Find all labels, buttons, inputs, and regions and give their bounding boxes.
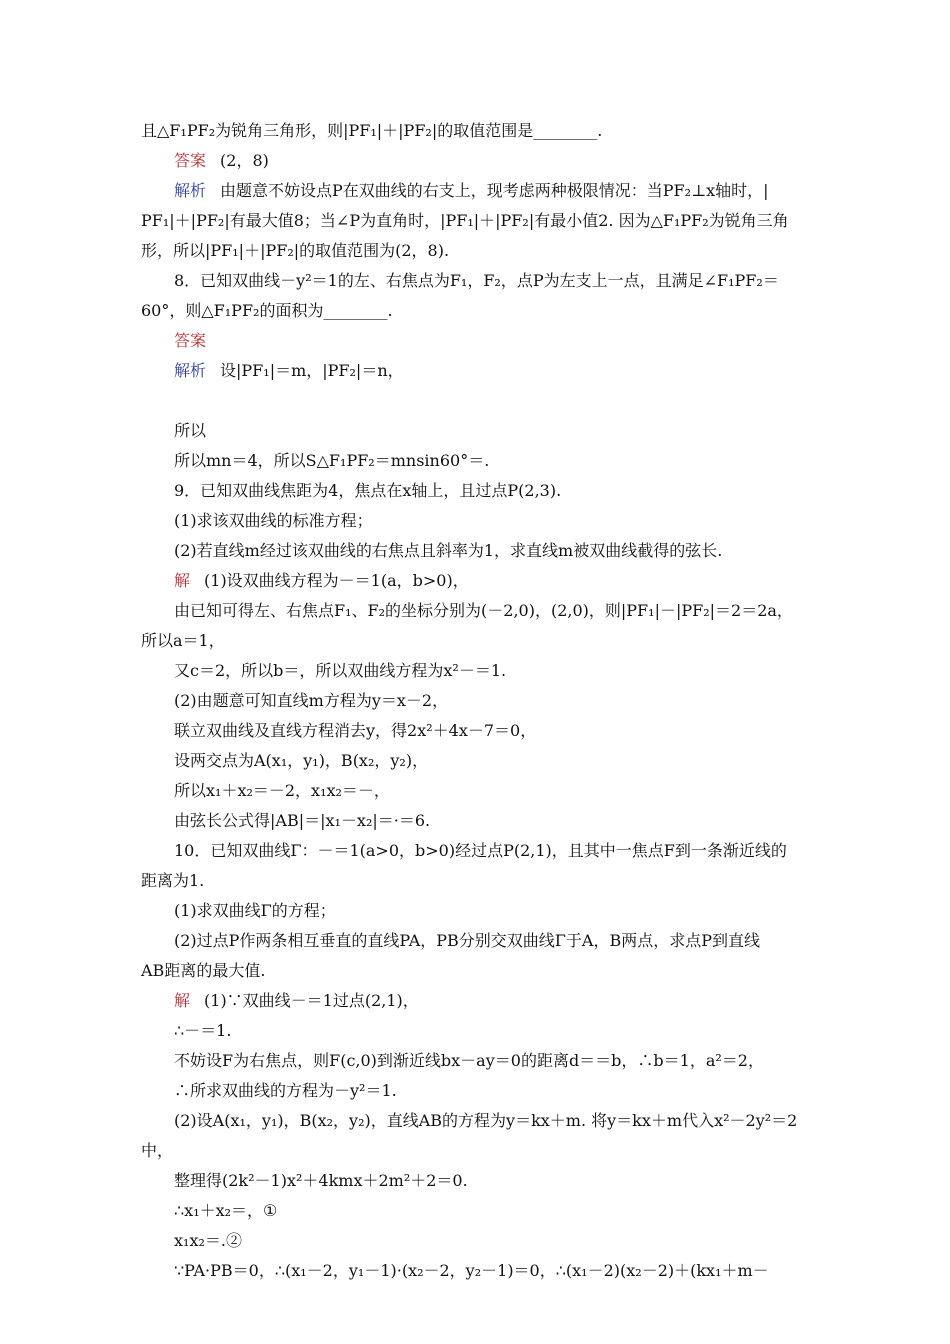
line-text: (1)∵双曲线－＝1过点(2,1)， bbox=[204, 991, 419, 1010]
section-label: 答案 bbox=[174, 331, 207, 350]
text-line bbox=[174, 691, 854, 711]
text-line bbox=[174, 751, 854, 771]
line-text: (2)设A(x₁，y₁)，B(x₂，y₂)，直线AB的方程为y＝kx＋m. 将y＝kx＋m代入x²－2y²＝2 bbox=[174, 1111, 798, 1130]
line-text: (2)若直线m经过该双曲线的右焦点且斜率为1，求直线m被双曲线截得的弦长. bbox=[174, 541, 723, 560]
line-text: 10．已知双曲线Γ：－＝1(a>0，b>0)经过点P(2,1)，且其中一焦点F到一条渐近线的 bbox=[174, 841, 787, 860]
text-line bbox=[174, 1111, 854, 1131]
text-line bbox=[174, 481, 854, 501]
line-text: x₁x₂＝.② bbox=[174, 1231, 242, 1250]
text-line bbox=[174, 1051, 854, 1071]
text-line bbox=[174, 571, 854, 591]
text-line bbox=[174, 901, 854, 921]
line-text: 中， bbox=[141, 1141, 174, 1160]
text-line bbox=[141, 871, 821, 891]
line-text: 不妨设F为右焦点，则F(c,0)到渐近线bx－ay＝0的距离d＝＝b，∴b＝1，a²＝2， bbox=[174, 1051, 764, 1070]
line-text: ∴－＝1. bbox=[174, 1021, 232, 1040]
line-text: (1)求该双曲线的标准方程； bbox=[174, 511, 373, 530]
text-line bbox=[141, 1141, 821, 1161]
text-line bbox=[141, 961, 821, 981]
text-line bbox=[141, 241, 821, 261]
text-line bbox=[174, 541, 854, 561]
text-line bbox=[141, 301, 821, 321]
text-line bbox=[174, 151, 854, 171]
text-line bbox=[174, 1231, 854, 1251]
text-line bbox=[174, 511, 854, 531]
text-line bbox=[174, 1171, 854, 1191]
line-text: (2)由题意可知直线m方程为y＝x－2， bbox=[174, 691, 449, 710]
line-text: 9．已知双曲线焦距为4，焦点在x轴上，且过点P(2,3). bbox=[174, 481, 562, 500]
line-text: 由已知可得左、右焦点F₁、F₂的坐标分别为(－2,0)，(2,0)，则|PF₁|－|PF₂|＝2＝2a， bbox=[174, 601, 793, 620]
text-line bbox=[174, 601, 854, 621]
text-line bbox=[174, 931, 854, 951]
text-line bbox=[174, 811, 854, 831]
section-label: 答案 bbox=[174, 151, 207, 170]
line-text: 8．已知双曲线－y²＝1的左、右焦点为F₁，F₂，点P为左支上一点，且满足∠F₁PF₂＝ bbox=[174, 271, 779, 290]
line-text: ∵PA·PB＝0，∴(x₁－2，y₁－1)·(x₂－2，y₂－1)＝0，∴(x₁－2)(x₂－2)＋(kx₁＋m－ bbox=[174, 1261, 769, 1280]
text-line bbox=[174, 1021, 854, 1041]
line-text: 又c＝2，所以b＝，所以双曲线方程为x²－＝1. bbox=[174, 661, 507, 680]
line-text: 由弦长公式得|AB|＝|x₁－x₂|＝·＝6. bbox=[174, 811, 431, 830]
line-text: PF₁|＋|PF₂|有最大值8；当∠P为直角时，|PF₁|＋|PF₂|有最小值2. 因为△F₁PF₂为锐角三角 bbox=[141, 211, 789, 230]
text-line bbox=[174, 181, 854, 201]
line-text: 设|PF₁|＝m，|PF₂|＝n， bbox=[220, 361, 404, 380]
text-line bbox=[174, 271, 854, 291]
line-text: 所以a＝1， bbox=[141, 631, 225, 650]
line-text: AB距离的最大值. bbox=[141, 961, 266, 980]
text-line bbox=[141, 631, 821, 651]
text-line bbox=[174, 991, 854, 1011]
text-line bbox=[174, 421, 854, 441]
line-text: 且△F₁PF₂为锐角三角形，则|PF₁|＋|PF₂|的取值范围是________. bbox=[141, 121, 603, 140]
line-text: (1)设双曲线方程为－＝1(a，b>0)， bbox=[204, 571, 469, 590]
text-line bbox=[174, 721, 854, 741]
line-text: 联立双曲线及直线方程消去y，得2x²＋4x－7＝0， bbox=[174, 721, 537, 740]
line-text: 设两交点为A(x₁，y₁)，B(x₂，y₂)， bbox=[174, 751, 429, 770]
line-text: 60°，则△F₁PF₂的面积为________. bbox=[141, 301, 393, 320]
text-line bbox=[174, 661, 854, 681]
line-text: ∴所求双曲线的方程为－y²＝1. bbox=[174, 1081, 397, 1100]
line-text: 整理得(2k²－1)x²＋4kmx＋2m²＋2＝0. bbox=[174, 1171, 468, 1190]
section-label: 解析 bbox=[174, 181, 207, 200]
text-line bbox=[141, 121, 821, 141]
line-text: 所以mn＝4，所以S△F₁PF₂＝mnsin60°＝. bbox=[174, 451, 490, 470]
line-text: ∴x₁＋x₂＝，① bbox=[174, 1201, 278, 1220]
line-text: (1)求双曲线Γ的方程； bbox=[174, 901, 336, 920]
text-line bbox=[174, 331, 854, 351]
text-line bbox=[174, 841, 854, 861]
line-text: 所以x₁＋x₂＝－2，x₁x₂＝－， bbox=[174, 781, 390, 800]
text-line bbox=[174, 1081, 854, 1101]
line-text: 由题意不妨设点P在双曲线的右支上，现考虑两种极限情况：当PF₂⊥x轴时，| bbox=[220, 181, 769, 200]
section-label: 解析 bbox=[174, 361, 207, 380]
line-text: (2，8) bbox=[220, 151, 269, 170]
section-label: 解 bbox=[174, 991, 191, 1010]
text-line bbox=[174, 1201, 854, 1221]
text-line bbox=[141, 211, 821, 231]
section-label: 解 bbox=[174, 571, 191, 590]
text-line bbox=[174, 361, 854, 381]
text-line bbox=[174, 1261, 854, 1281]
line-text: 所以 bbox=[174, 421, 207, 440]
text-line bbox=[174, 781, 854, 801]
line-text: 形，所以|PF₁|＋|PF₂|的取值范围为(2，8). bbox=[141, 241, 450, 260]
text-line bbox=[174, 451, 854, 471]
line-text: (2)过点P作两条相互垂直的直线PA，PB分别交双曲线Γ于A，B两点，求点P到直线 bbox=[174, 931, 760, 950]
line-text: 距离为1. bbox=[141, 871, 205, 890]
